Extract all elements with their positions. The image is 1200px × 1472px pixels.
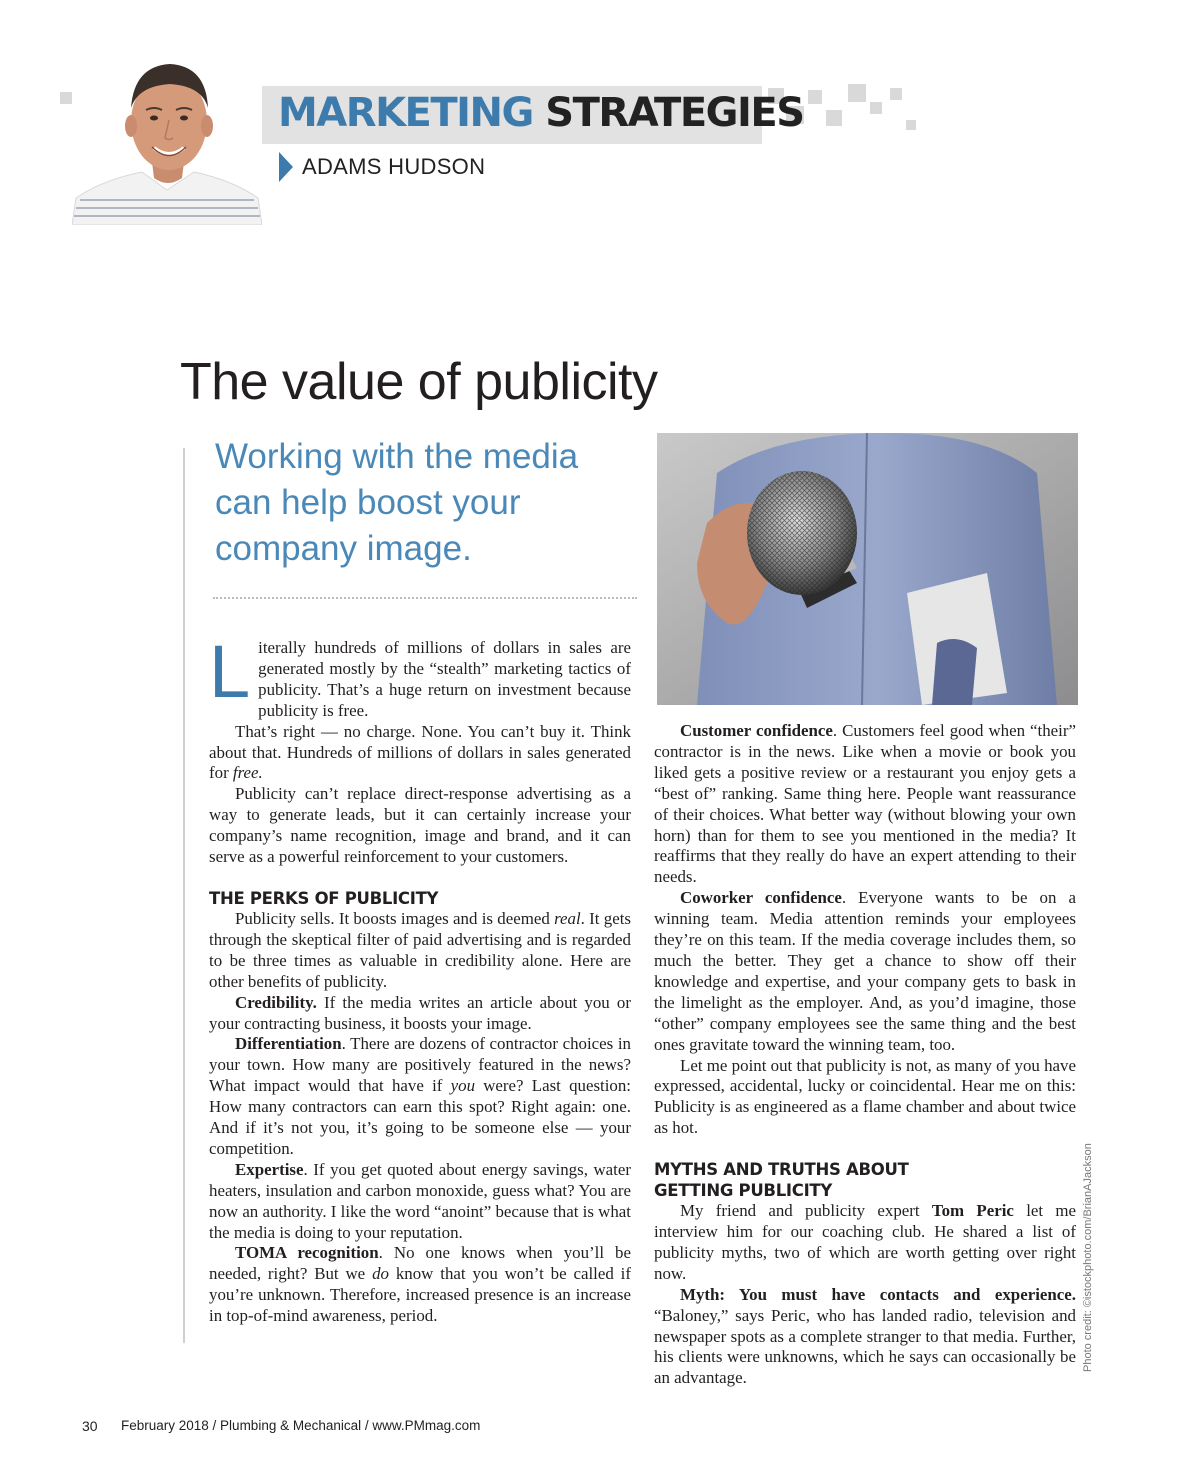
microphone-photo (657, 433, 1078, 705)
intro-paragraph (209, 630, 631, 722)
paragraph-text: let me interview him for our coaching club. He shared a list of publicity myths, two of which are worth getting over right now. (654, 1201, 1076, 1283)
paragraph (654, 721, 1076, 888)
page-number: 30 (82, 1418, 98, 1434)
paragraph (209, 722, 631, 785)
paragraph (209, 1034, 631, 1159)
author-arrow-icon (279, 152, 293, 182)
heading-line: GETTING PUBLICITY (654, 1181, 833, 1201)
author-portrait (72, 50, 262, 225)
article-deck: Working with the media can help boost your company image. (215, 437, 579, 568)
paragraph (654, 1285, 1076, 1390)
paragraph-text: . There are dozens of contractor choices in your town. How many are positively featured in the news? What impact would that have if (209, 1034, 631, 1096)
paragraph (209, 1243, 631, 1327)
paragraph (209, 993, 631, 1035)
paragraph-text: . Customers feel good when “their” contractor is in the news. Like when a movie or book you liked gets a positive review or a restaurant you enjoy gets a “best of” ranking. Same thing here. People want reassurance of their choices. What better way (without blowing your own horn) than for them to see you mentioned in the media? It reaffirms that they really do have an expert attending to their needs. (654, 721, 1076, 887)
paragraph-text: My friend and publicity expert (680, 1201, 932, 1221)
drop-cap: L (209, 630, 251, 713)
photo-credit: Photo credit: ©istockphoto.com/BrianAJackson (1082, 1143, 1094, 1372)
run-in-heading: Coworker confidence (680, 888, 842, 908)
paragraph (209, 909, 631, 993)
emphasis-text: you (450, 1076, 476, 1096)
article-headline: The value of publicity (180, 353, 658, 411)
section-heading-myths (654, 1159, 1076, 1201)
paragraph (654, 1201, 1076, 1285)
heading-line: MYTHS AND TRUTHS ABOUT (654, 1160, 909, 1180)
person-name: Tom Peric (931, 1201, 1014, 1221)
column-title-strategies: STRATEGIES (545, 90, 804, 136)
run-in-heading: Differentiation (235, 1034, 342, 1054)
run-in-heading: Credibility. (235, 992, 317, 1012)
run-in-heading: Expertise (235, 1159, 304, 1179)
paragraph-text: . If you get quoted about energy savings, water heaters, insulation and carbon monoxide, guess what? You are now an authority. I like the word “anoint” because that is what the media is doing to your reputation. (209, 1159, 631, 1242)
issue-line: February 2018 / Plumbing & Mechanical / www.PMmag.com (121, 1418, 481, 1433)
paragraph-text: . Everyone wants to be on a winning team. Media attention reminds your employees they’re on this team. If the media coverage includes them, so much the better. They get a chance to show off their knowledge and expertise, and your company gets to bask in the limelight as the employer. And, as you’d imagine, those “other” company employees see the same thing and the best ones gravitate toward the winning team, too. (654, 888, 1076, 1054)
section-heading-perks: THE PERKS OF PUBLICITY (209, 888, 439, 908)
paragraph-text: If the media writes an article about you or your contracting business, it boosts your image. (209, 992, 631, 1033)
right-column (654, 721, 1076, 1389)
paragraph-text: Let me point out that publicity is not, as many of you have expressed, accidental, lucky or coincidental. Hear me on this: Publicity is as engineered as a flame chamber and about twice as hot. (654, 1055, 1076, 1138)
emphasis-text: real (554, 908, 581, 928)
left-column (209, 630, 631, 1327)
deck-rule (183, 448, 185, 1343)
paragraph-text: “Baloney,” says Peric, who has landed radio, television and newspaper spots as a complete stranger to that media. Further, his clients were unknowns, which he says can occasionally be an advantage. (654, 1305, 1076, 1388)
run-in-heading: TOMA recognition (235, 1243, 379, 1263)
column-title (278, 90, 804, 136)
paragraph (654, 888, 1076, 1055)
column-title-marketing: MARKETING (278, 90, 533, 136)
intro-text: iterally hundreds of millions of dollars in sales are generated mostly by the “stealth” marketing tactics of publicity. That’s a huge return on investment because publicity is free. (258, 638, 631, 720)
deck-divider (213, 597, 637, 599)
run-in-heading: Customer confidence (680, 721, 833, 740)
paragraph-text: Publicity can’t replace direct-response advertising as a way to generate leads, but it can certainly increase your company’s name recognition, image and brand, and it can serve as a powerful reinforcement to your customers. (209, 784, 631, 867)
paragraph (654, 1056, 1076, 1140)
paragraph-text: . No one knows when you’ll be needed, right? But we (209, 1243, 631, 1284)
emphasis-text: do (372, 1264, 389, 1284)
paragraph-text: That’s right — no charge. None. You can’t buy it. Think about that. Hundreds of millions of dollars in sales generated for (209, 721, 631, 783)
run-in-heading: Myth: You must have contacts and experience. (680, 1284, 1076, 1304)
emphasis-text: free. (232, 763, 263, 783)
paragraph-text: know that you won’t be called if you’re unknown. Therefore, increased presence is an increase in top-of-mind awareness, period. (209, 1264, 631, 1326)
author-name: ADAMS HUDSON (302, 154, 486, 179)
paragraph-text: were? Last question: How many contractors can earn this spot? Right again: one. And if it’s not you, it’s going to be someone else — your competition. (209, 1076, 631, 1158)
paragraph (209, 784, 631, 868)
paragraph (209, 1160, 631, 1244)
paragraph-text: . It gets through the skeptical filter of paid advertising and is regarded to be three times as valuable in credibility alone. Here are other benefits of publicity. (209, 908, 631, 991)
paragraph-text: Publicity sells. It boosts images and is deemed (235, 908, 555, 928)
